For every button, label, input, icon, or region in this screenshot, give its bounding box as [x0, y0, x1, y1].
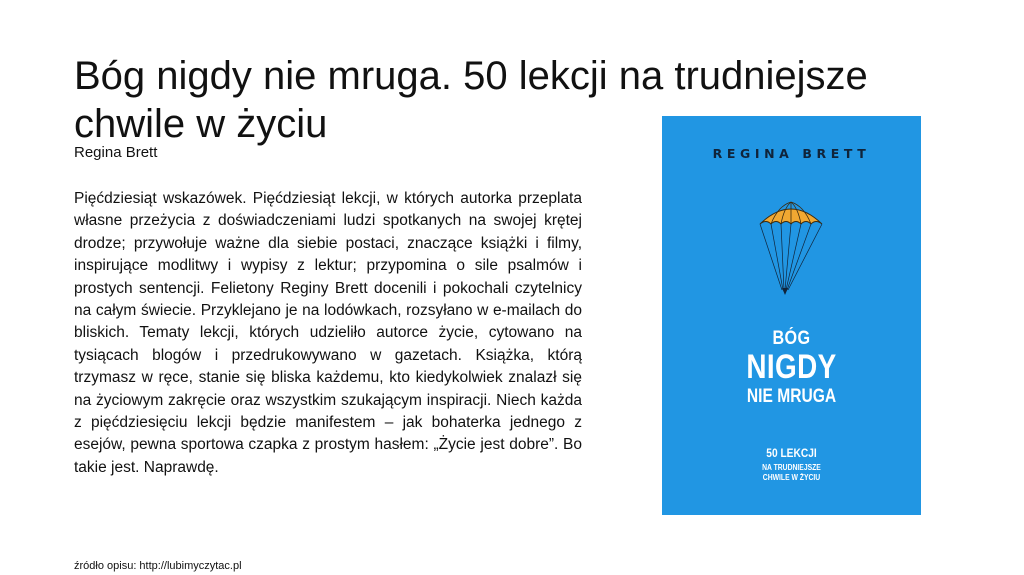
cover-author: REGINA BRETT	[712, 146, 871, 161]
cover-subtitle-line3: CHWILE W ŻYCIU	[762, 473, 821, 482]
slide-title: Bóg nigdy nie mruga. 50 lekcji na trudniejsze chwile w życiu	[74, 54, 868, 146]
parachute-icon	[758, 200, 824, 296]
cover-title-line2: NIGDY	[746, 348, 837, 386]
book-author: Regina Brett	[74, 144, 158, 161]
source-note: źródło opisu: http://lubimyczytac.pl	[74, 560, 242, 572]
cover-subtitle-line1: 50 LEKCJI	[766, 446, 817, 460]
book-description: Pięćdziesiąt wskazówek. Pięćdziesiąt lekcji, w których autorka przeplata własne przeżycia z doświadczeniami ludzi spotkanych na swojej krętej drodze; przywołuje ważne dla siebie postaci, znaczące książki i filmy, inspirujące modlitwy i wypisy z lektur; przypomina o sile psalmów i prostych sentencji. Felietony Reginy Brett docenili i pokochali czytelnicy na całym świecie. Przyklejano je na lodówkach, rozsyłano w e-mailach do bliskich. Tematy lekcji, których udzieliło autorce życie, cytowano na tysiącach blogów i przedrukowywano w gazetach. Książka, którą trzymasz w ręce, stanie się bliska każdemu, kto kiedykolwiek znalazł się na życiowym zakręcie oraz wszystkim szukającym inspiracji. Niech każda z pięćdziesięciu lekcji będzie manifestem – jak bohaterka jednego z esejów, pewna sportowa czapka z prostym hasłem: „Życie jest dobre”. Bo takie jest. Naprawdę.	[74, 190, 582, 476]
book-cover	[662, 116, 921, 515]
cover-subtitle-line2: NA TRUDNIEJSZE	[762, 463, 821, 472]
cover-title-line1: BÓG	[772, 328, 811, 349]
cover-title-line3: NIE MRUGA	[746, 386, 837, 407]
